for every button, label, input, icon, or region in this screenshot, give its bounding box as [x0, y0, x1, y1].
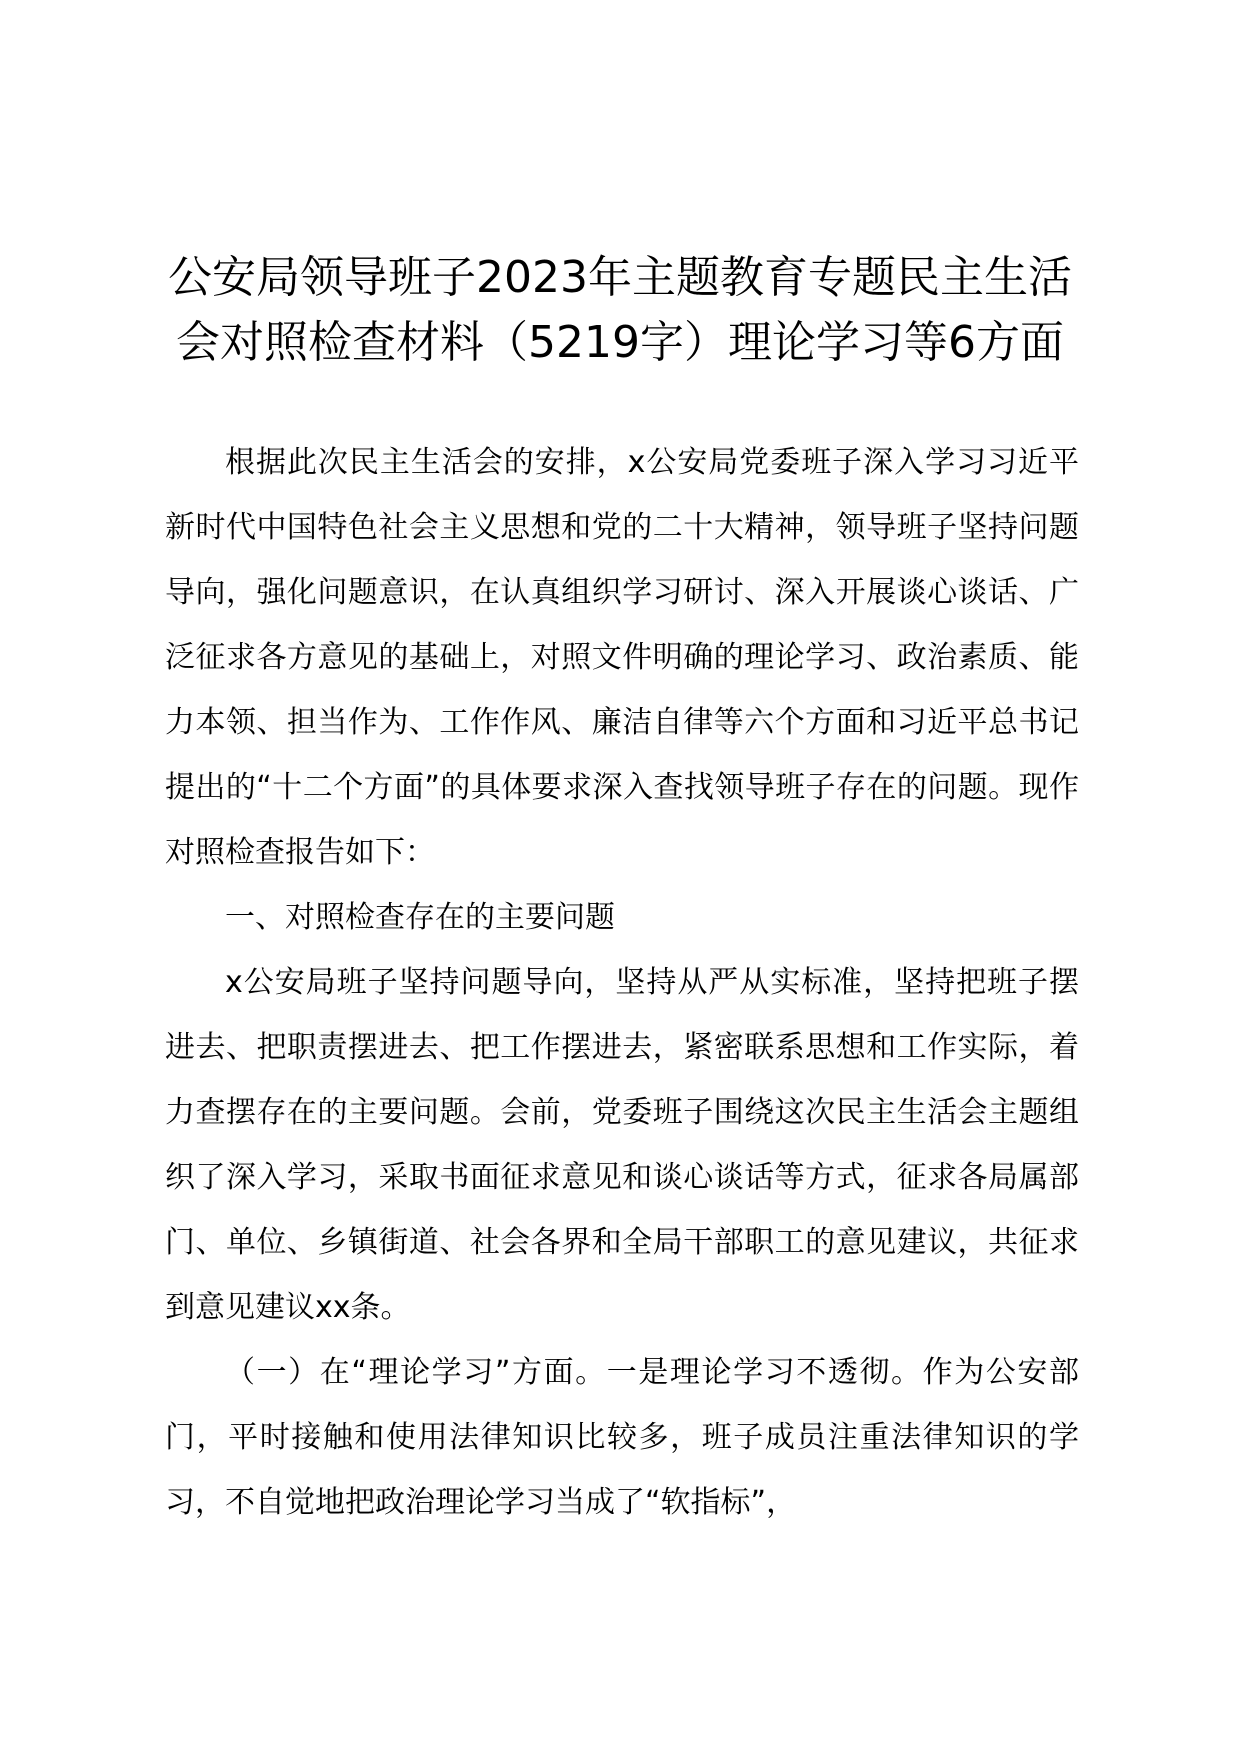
section-heading-1: 一、对照检查存在的主要问题 — [225, 900, 615, 935]
paragraph-theory-study: （一）在“理论学习”方面。一是理论学习不透彻。作为公安部门，平时接触和使用法律知识比较多，班子成员注重法律知识的学习，不自觉地把政治理论学习当成了“软指标”， — [165, 1355, 1079, 1520]
paragraph-section-1: x公安局班子坚持问题导向，坚持从严从实标准，坚持把班子摆进去、把职责摆进去、把工作摆进去，紧密联系思想和工作实际，着力查摆存在的主要问题。会前，党委班子围绕这次民主生活会主题组织了深入学习，采取书面征求意见和谈心谈话等方式，征求各局属部门、单位、乡镇街道、社会各界和全局干部职工的意见建议，共征求到意见建议xx条。 — [165, 965, 1079, 1325]
document-body — [165, 430, 1079, 1535]
paragraph-intro: 根据此次民主生活会的安排，x公安局党委班子深入学习习近平新时代中国特色社会主义思想和党的二十大精神，领导班子坚持问题导向，强化问题意识，在认真组织学习研讨、深入开展谈心谈话、广泛征求各方意见的基础上，对照文件明确的理论学习、政治素质、能力本领、担当作为、工作作风、廉洁自律等六个方面和习近平总书记提出的“十二个方面”的具体要求深入查找领导班子存在的问题。现作对照检查报告如下： — [165, 445, 1079, 870]
document-title: 公安局领导班子2023年主题教育专题民主生活会对照检查材料（5219字）理论学习等6方面 — [168, 252, 1072, 368]
